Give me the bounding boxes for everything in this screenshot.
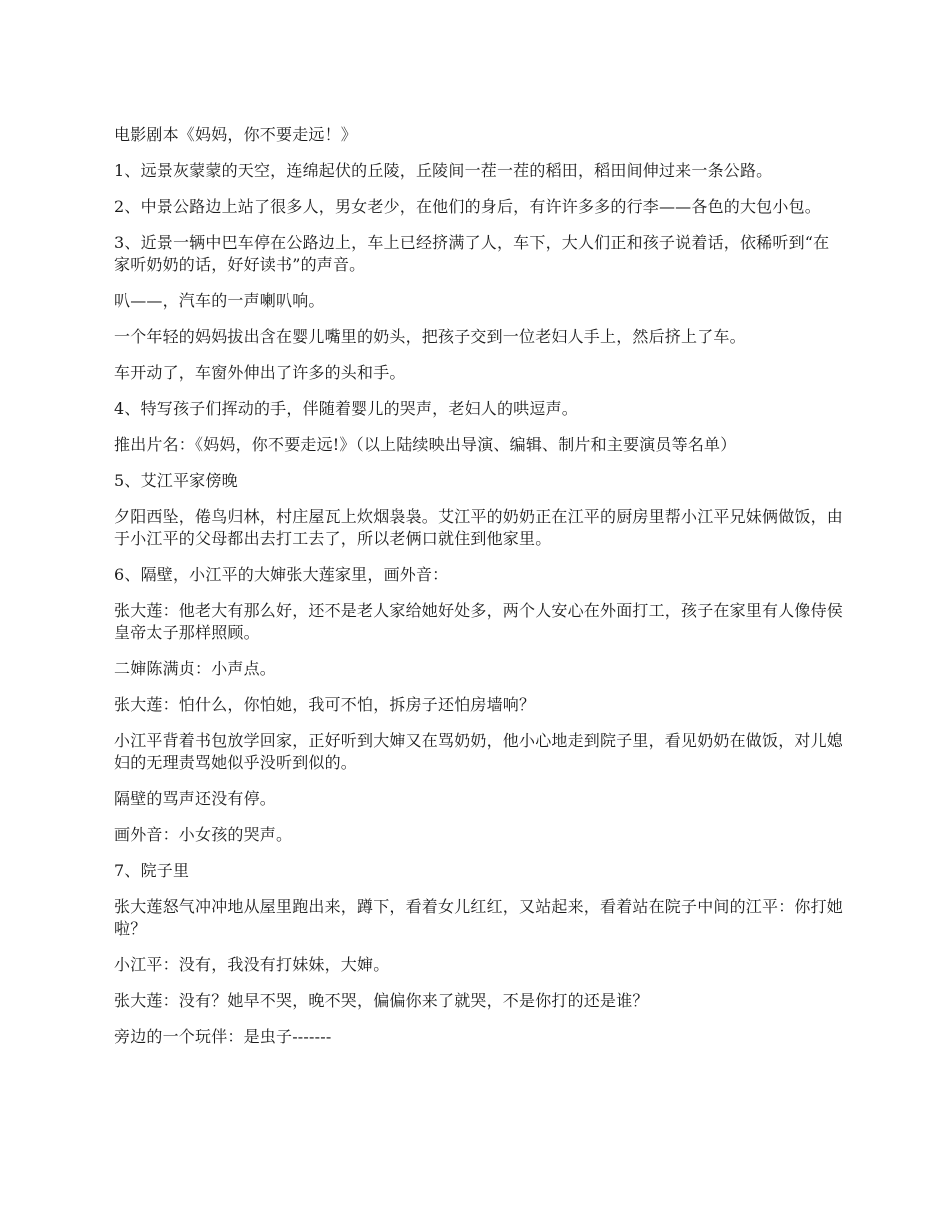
paragraph: 小江平背着书包放学回家，正好听到大婶又在骂奶奶，他小心地走到院子里，看见奶奶在做饭，对儿媳妇的无理责骂她似乎没听到似的。 — [114, 731, 844, 772]
dialogue: 旁边的一个玩伴：是虫子------- — [114, 1027, 332, 1046]
dialogue: 张大莲：他老大有那么好，还不是老人家给她好处多，两个人安心在外面打工，孩子在家里有人像侍侯皇帝太子那样照顾。 — [114, 601, 844, 642]
dialogue: 小江平：没有，我没有打妹妹，大婶。 — [114, 955, 390, 974]
dialogue: 张大莲：没有？她早不哭，晚不哭，偏偏你来了就哭，不是你打的还是谁？ — [114, 991, 649, 1010]
scene-heading: 5、艾江平家傍晚 — [114, 471, 238, 490]
paragraph: 一个年轻的妈妈拔出含在婴儿嘴里的奶头，把孩子交到一位老妇人手上，然后挤上了车。 — [114, 327, 746, 346]
scene-heading: 7、院子里 — [114, 861, 190, 880]
dialogue: 张大莲：怕什么，你怕她，我可不怕，拆房子还怕房墙响？ — [114, 695, 536, 714]
dialogue: 二婶陈满贞：小声点。 — [114, 659, 277, 678]
paragraph: 推出片名：《妈妈，你不要走远!》（以上陆续映出导演、编辑、制片和主要演员等名单） — [114, 435, 737, 454]
paragraph: 张大莲怒气冲冲地从屋里跑出来，蹲下，看着女儿红红，又站起来，看着站在院子中间的江平：你打她啦？ — [114, 897, 844, 938]
paragraph: 叭——，汽车的一声喇叭响。 — [114, 291, 325, 310]
paragraph: 车开动了，车窗外伸出了许多的头和手。 — [114, 363, 406, 382]
paragraph: 2、中景公路边上站了很多人，男女老少，在他们的身后，有许许多多的行李——各色的大包小包。 — [114, 197, 821, 216]
paragraph: 夕阳西坠，倦鸟归林，村庄屋瓦上炊烟袅袅。艾江平的奶奶正在江平的厨房里帮小江平兄妹俩做饭，由于小江平的父母都出去打工去了，所以老俩口就住到他家里。 — [114, 507, 844, 548]
paragraph: 3、近景一辆中巴车停在公路边上，车上已经挤满了人，车下，大人们正和孩子说着话，依稀听到“在家听奶奶的话，好好读书”的声音。 — [114, 233, 830, 274]
document-title: 电影剧本《妈妈，你不要走远！》 — [114, 125, 358, 144]
paragraph: 1、远景灰蒙蒙的天空，连绵起伏的丘陵，丘陵间一茬一茬的稻田，稻田间伸过来一条公路。 — [114, 161, 773, 180]
document-body — [114, 124, 844, 1062]
paragraph: 4、特写孩子们挥动的手，伴随着婴儿的哭声，老妇人的哄逗声。 — [114, 399, 578, 418]
paragraph: 隔壁的骂声还没有停。 — [114, 789, 277, 808]
paragraph: 画外音：小女孩的哭声。 — [114, 825, 293, 844]
scene-heading: 6、隔壁，小江平的大婶张大莲家里，画外音： — [114, 565, 449, 584]
